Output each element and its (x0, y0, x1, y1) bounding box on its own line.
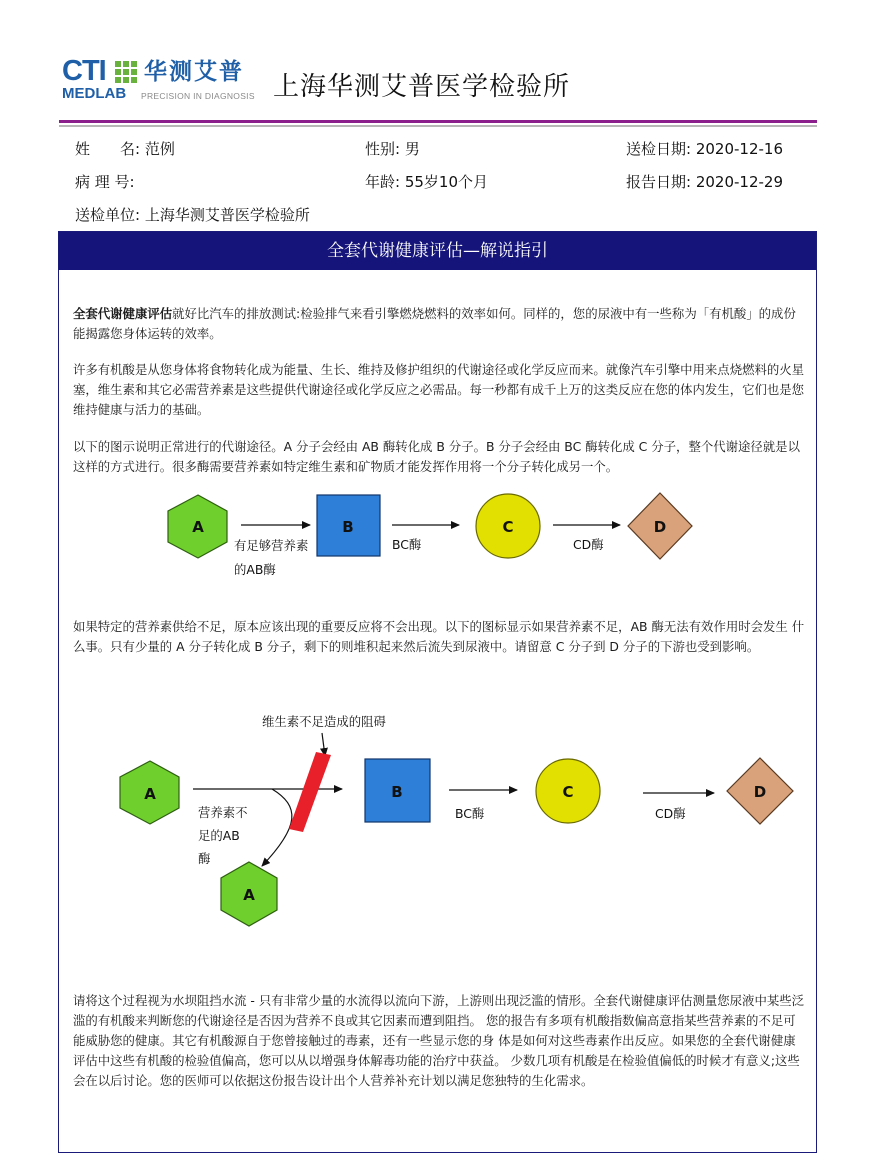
report-date-value: 2020-12-29 (695, 173, 784, 191)
section-title-banner: 全套代谢健康评估—解说指引 (59, 232, 816, 270)
logo-chinese-text: 华测艾普 (144, 59, 244, 85)
patient-gender-label: 性别: (365, 140, 401, 158)
patient-age-value: 55岁10个月 (404, 173, 489, 191)
ab-enzyme-label-line1: 营养素不 (198, 805, 248, 820)
molecule-a-label: A (144, 785, 156, 803)
submitting-unit-label: 送检单位: (75, 206, 141, 224)
intro-text: 就好比汽车的排放测试:检验排气来看引擎燃烧燃料的效率如何。同样的，您的尿液中有一些称为「有机酸」的成份能揭露您身体运转的效率。 (73, 306, 796, 341)
logo-cti-text: CTI (62, 55, 106, 87)
molecule-c-label: C (562, 783, 574, 801)
report-date-label: 报告日期: (626, 173, 692, 191)
sample-date-label: 送检日期: (626, 140, 692, 158)
patient-name-label: 姓 名: (75, 140, 141, 158)
logo-medlab-text: MEDLAB (62, 85, 127, 102)
ab-enzyme-label-line2: 足的AB (198, 828, 240, 843)
molecule-b-label: B (342, 518, 354, 536)
molecule-c-label: C (502, 518, 514, 536)
cd-enzyme-label: CD酶 (573, 537, 604, 552)
intro-bold-term: 全套代谢健康评估 (73, 306, 173, 321)
molecule-b-label: B (391, 783, 403, 801)
bc-enzyme-label: BC酶 (392, 537, 422, 552)
deficiency-paragraph: 如果特定的营养素供给不足，原本应该出现的重要反应将不会出现。以下的图标显示如果营养素不足，AB 酶无法有效作用时会发生 什么事。只有少量的 A 分子转化成 B 分子，剩下的则堆积起来然后流失到尿液中。请留意 C 分子到 D 分子的下游也受到影响。 (73, 619, 805, 654)
submitting-unit-value: 上海华测艾普医学检验所 (144, 206, 310, 224)
barrier-pointer-arrow (322, 733, 325, 756)
sample-date-value: 2020-12-16 (695, 140, 784, 158)
lab-title: 上海华测艾普医学检验所 (273, 72, 571, 102)
ab-enzyme-label-line1: 有足够营养素 (234, 538, 309, 553)
diverted-flow-arrow (262, 789, 292, 866)
organic-acids-paragraph: 许多有机酸是从您身体将食物转化成为能量、生长、维持及修护组织的代谢途径或化学反应而来。就像汽车引擎中用来点烧燃料的火星塞，维生素和其它必需营养素是这些提供代谢途径或化学反应之必需品。每一秒都有成千上万的这类反应在您的体内发生，它们也是您维持健康与活力的基础。 (73, 362, 805, 417)
bc-enzyme-label: BC酶 (455, 806, 485, 821)
pathology-label: 病 理 号: (75, 173, 135, 191)
cd-enzyme-label: CD酶 (655, 806, 686, 821)
molecule-a-label: A (192, 518, 204, 536)
normal-pathway-paragraph: 以下的图示说明正常进行的代谢途径。A 分子会经由 AB 酶转化成 B 分子。B 分子会经由 BC 酶转化成 C 分子，整个代谢途径就是以这样的方式进行。很多酶需要营养素如特定维生素和矿物质才能发挥作用将一个分子转化成另一个。 (73, 439, 800, 474)
patient-gender-value: 男 (404, 140, 420, 158)
patient-name-value: 范例 (144, 140, 175, 158)
vitamin-barrier-bar (289, 752, 331, 832)
molecule-d-label: D (753, 783, 767, 801)
ab-enzyme-label-line2: 的AB酶 (234, 562, 276, 577)
dam-analogy-paragraph: 请将这个过程视为水坝阻挡水流 - 只有非常少量的水流得以流向下游，上游则出现泛滥的情形。全套代谢健康评估测量您尿液中某些泛滥的有机酸来判断您的代谢途径是否因为营养不良或其它因素而遭到阻挡。 您的报告有多项有机酸指数偏高意指某些营养素的不足可能威胁您的健康。其它有机酸源自于您曾接触过的毒素，还有一些显示您的身 体是如何对这些毒素作出反应。如果您的全套代谢健康评估中这些有机酸的检验值偏高，您可以从以增强身体解毒功能的治疗中获益。 少数几项有机酸是在检验值偏低的时候才有意义;这些会在以后讨论。您的医师可以依据这份报告设计出个人营养补充计划以满足您独特的生化需求。 (73, 993, 805, 1088)
ab-enzyme-label-line3: 酶 (198, 851, 211, 866)
molecule-a-lost-label: A (243, 886, 255, 904)
logo-tagline: PRECISION IN DIAGNOSIS (141, 91, 255, 101)
barrier-label: 维生素不足造成的阻碍 (262, 714, 386, 729)
patient-age-label: 年龄: (365, 173, 401, 191)
molecule-d-label: D (653, 518, 667, 536)
